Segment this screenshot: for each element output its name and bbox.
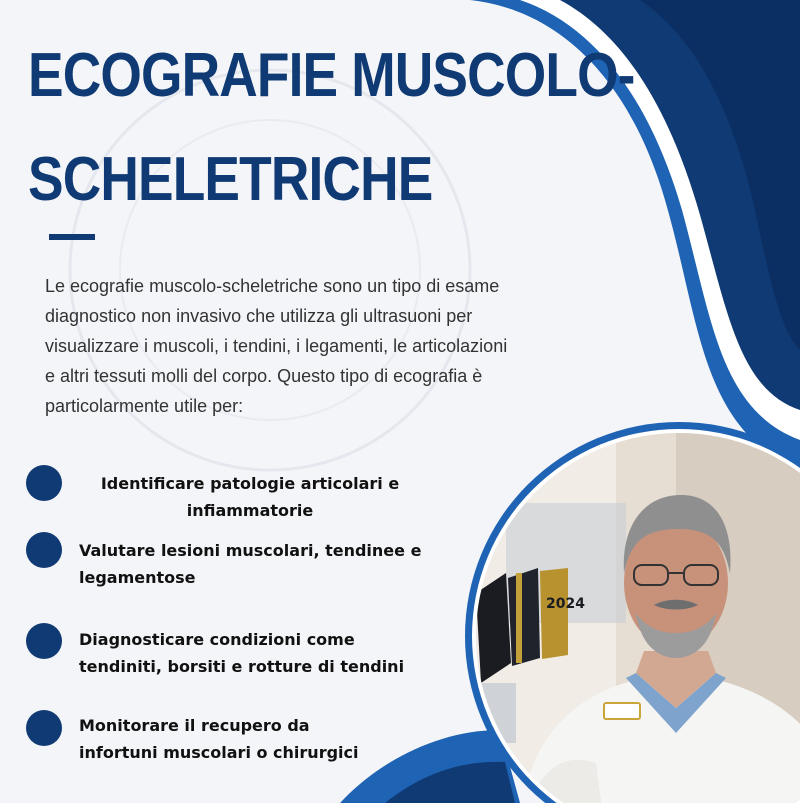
bullet-dot	[26, 623, 62, 659]
title-underline	[49, 234, 95, 240]
bullet-item-4	[79, 712, 459, 766]
bullet-item-4-line-2: infortuni muscolari o chirurgici	[79, 743, 359, 762]
bullet-item-1-line-1: Identificare patologie articolari e	[100, 474, 400, 493]
bullet-dot	[26, 532, 62, 568]
bullet-item-2-line-1: Valutare lesioni muscolari, tendinee e	[79, 541, 422, 560]
banner-text: 2024	[546, 596, 585, 612]
bullet-item-4-line-1: Monitorare il recupero da	[79, 716, 310, 735]
bullet-item-1	[80, 470, 420, 524]
bullet-item-1-line-2: infiammatorie	[186, 501, 314, 520]
bullet-item-2	[79, 537, 459, 591]
bullet-item-3-line-1: Diagnosticare condizioni come	[79, 630, 355, 649]
bullet-item-2-line-2: legamentose	[79, 568, 196, 587]
bullet-dot	[26, 465, 62, 501]
bullet-dot	[26, 710, 62, 746]
bullet-item-3	[79, 626, 459, 680]
page-title-line-2: SCHELETRICHE	[28, 145, 433, 214]
intro-paragraph: Le ecografie muscolo-scheletriche sono un tipo di esame diagnostico non invasivo che utilizza gli ultrasuoni per visualizzare i muscoli, i tendini, i legamenti, le articolazioni e altri tessuti molli del corpo. Questo tipo di ecografia è particolarmente utile per:	[45, 276, 508, 416]
bullet-item-3-line-2: tendiniti, borsiti e rotture di tendini	[79, 657, 405, 676]
page-title-line-1: ECOGRAFIE MUSCOLO-	[28, 41, 635, 110]
